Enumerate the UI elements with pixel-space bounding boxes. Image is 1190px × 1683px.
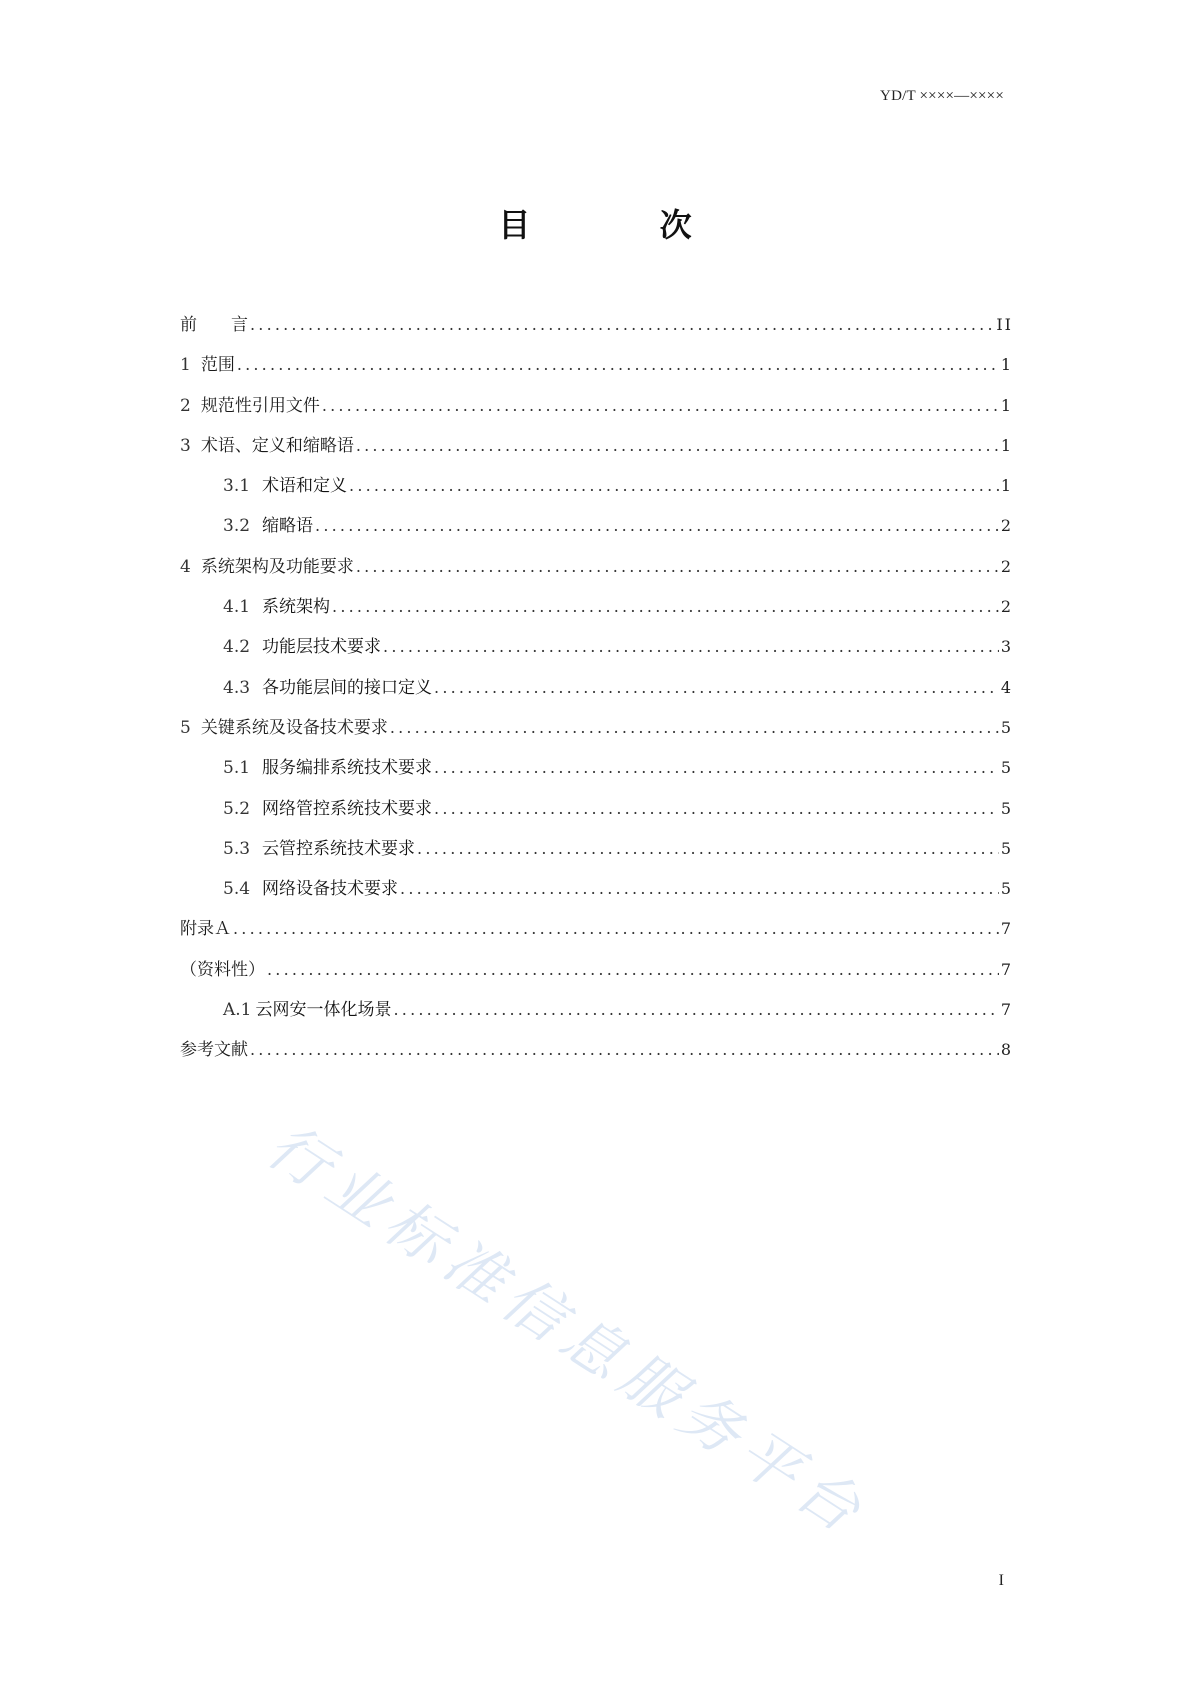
toc-entry-page: 5	[1000, 879, 1013, 899]
toc-entry-label: 网络管控系统技术要求	[262, 798, 433, 819]
toc-entry-page: 7	[1000, 1000, 1013, 1020]
toc-entry-page: 7	[1000, 959, 1013, 979]
toc-entry-page: 5	[1000, 798, 1013, 818]
toc-entry-page: II	[996, 315, 1013, 334]
toc-entry-number: 4.1	[223, 597, 251, 618]
title-part-2: 次	[659, 206, 692, 244]
page-number: I	[998, 1572, 1004, 1589]
toc-entry-page: 5	[1000, 758, 1013, 778]
toc-entry-label: 服务编排系统技术要求	[262, 758, 433, 779]
toc-entry-1[interactable]	[180, 350, 1013, 390]
toc-entry-label: （资料性）	[180, 959, 265, 980]
page-title	[0, 200, 1190, 246]
toc-entry-number: 5.2	[223, 798, 251, 819]
toc-entry-4-3[interactable]	[180, 673, 1013, 713]
toc-entry-number: 4	[180, 556, 191, 577]
toc-leader-dots	[390, 718, 999, 737]
toc-entry-a-1[interactable]	[180, 995, 1013, 1035]
toc-entry-4[interactable]	[180, 552, 1013, 592]
toc-leader-dots	[434, 678, 999, 697]
toc-entry-label: 范围	[200, 355, 235, 376]
toc-entry-bibliography[interactable]	[180, 1035, 1013, 1075]
toc-entry-5[interactable]	[180, 713, 1013, 753]
toc-entry-label: 云管控系统技术要求	[262, 838, 416, 859]
toc-leader-dots	[356, 557, 999, 576]
toc-entry-label: 云网安一体化场景	[255, 1000, 392, 1021]
toc-entry-5-1[interactable]	[180, 753, 1013, 793]
toc-entry-number: 2	[180, 395, 191, 416]
toc-entry-number: 3.1	[223, 476, 251, 497]
table-of-contents	[180, 310, 1013, 1076]
toc-leader-dots	[233, 919, 999, 938]
standard-code: YD/T ××××—××××	[880, 88, 1004, 104]
toc-entry-page: 5	[1000, 838, 1013, 858]
toc-entry-page: 5	[1000, 717, 1013, 737]
toc-entry-number: 1	[180, 355, 191, 376]
toc-entry-page: 8	[1000, 1040, 1013, 1060]
toc-entry-informative[interactable]	[180, 955, 1013, 995]
toc-entry-label: 系统架构	[262, 597, 331, 618]
toc-leader-dots	[332, 597, 999, 616]
toc-entry-label: 附录Ａ	[180, 919, 231, 940]
toc-entry-2[interactable]	[180, 391, 1013, 431]
toc-leader-dots	[417, 839, 999, 858]
toc-leader-dots	[400, 879, 999, 898]
toc-entry-page: 4	[1000, 677, 1013, 697]
toc-leader-dots	[237, 355, 999, 374]
toc-entry-5-4[interactable]	[180, 874, 1013, 914]
toc-entry-label: 术语、定义和缩略语	[200, 435, 354, 456]
toc-entry-label: 网络设备技术要求	[262, 879, 399, 900]
toc-leader-dots	[434, 799, 999, 818]
toc-entry-label: 缩略语	[262, 516, 314, 537]
toc-leader-dots	[383, 637, 999, 656]
toc-entry-label: 术语和定义	[262, 476, 348, 497]
toc-leader-dots	[267, 960, 999, 979]
toc-entry-4-2[interactable]	[180, 632, 1013, 672]
toc-entry-number: 3.2	[223, 516, 251, 537]
toc-leader-dots	[394, 1000, 999, 1019]
toc-entry-number: 3	[180, 435, 191, 456]
toc-entry-3[interactable]	[180, 431, 1013, 471]
toc-entry-label: 参考文献	[180, 1040, 248, 1061]
toc-entry-5-3[interactable]	[180, 834, 1013, 874]
toc-leader-dots	[349, 476, 999, 495]
toc-entry-number: 5.3	[223, 838, 251, 859]
toc-entry-label: 系统架构及功能要求	[200, 556, 354, 577]
toc-entry-page: 1	[1000, 435, 1013, 455]
toc-entry-page: 1	[1000, 476, 1013, 496]
toc-entry-3-2[interactable]	[180, 511, 1013, 551]
toc-entry-page: 2	[1000, 597, 1013, 617]
toc-leader-dots	[250, 315, 994, 334]
toc-entry-page: 2	[1000, 556, 1013, 576]
watermark: 行业标准信息服务平台	[254, 1110, 880, 1551]
toc-entry-label: 功能层技术要求	[262, 637, 382, 658]
toc-entry-page: 3	[1000, 637, 1013, 657]
title-part-1: 目	[498, 206, 531, 244]
toc-entry-page: 7	[1000, 919, 1013, 939]
toc-leader-dots	[356, 436, 999, 455]
toc-entry-number: 4.2	[223, 637, 251, 658]
toc-entry-number: 5	[180, 717, 191, 738]
toc-leader-dots	[250, 1040, 999, 1059]
toc-entry-3-1[interactable]	[180, 471, 1013, 511]
toc-entry-5-2[interactable]	[180, 794, 1013, 834]
toc-leader-dots	[434, 758, 999, 777]
toc-entry-page: 1	[1000, 355, 1013, 375]
toc-entry-number: 5.1	[223, 758, 251, 779]
toc-entry-number: 4.3	[223, 677, 251, 698]
toc-entry-label: 前 言	[180, 315, 248, 335]
toc-entry-appendix-a[interactable]	[180, 914, 1013, 954]
toc-leader-dots	[322, 396, 999, 415]
toc-entry-page: 1	[1000, 395, 1013, 415]
toc-entry-label: 各功能层间的接口定义	[262, 677, 433, 698]
toc-entry-page: 2	[1000, 516, 1013, 536]
toc-entry-number: A.1	[223, 1000, 252, 1021]
toc-entry-label: 关键系统及设备技术要求	[200, 717, 388, 738]
toc-entry-4-1[interactable]	[180, 592, 1013, 632]
toc-entry-foreword[interactable]	[180, 310, 1013, 350]
toc-entry-number: 5.4	[223, 879, 251, 900]
toc-leader-dots	[315, 516, 999, 535]
toc-entry-label: 规范性引用文件	[200, 395, 320, 416]
